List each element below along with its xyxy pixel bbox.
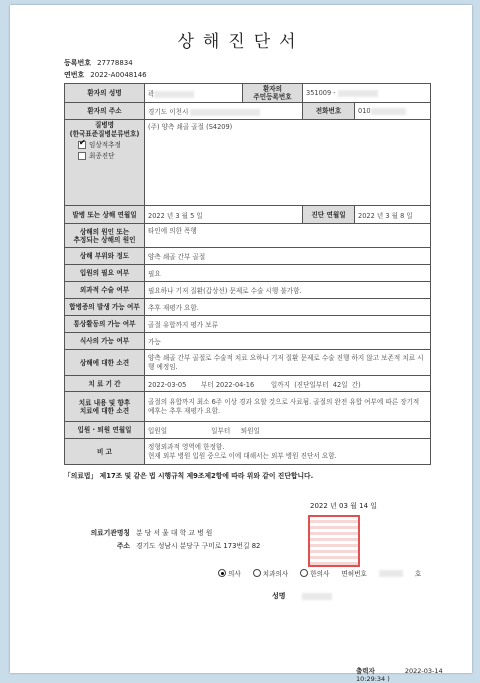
row-admission <box>65 422 431 439</box>
patient-name-label: 환자의 성명 <box>65 84 145 103</box>
activity-value: 골절 유합까지 평가 보류 <box>145 316 431 333</box>
row-treatment-period <box>65 376 431 392</box>
disease-label: 질병명 (한국표준질병분류번호) <box>69 121 140 138</box>
address-label: 환자의 주소 <box>65 103 145 120</box>
admission-value: 입원일 일부터 퇴원일 <box>145 422 431 439</box>
disease-value: (주) 양측 쇄골 골절 (S4209) <box>145 120 431 206</box>
row-injury-site <box>65 248 431 265</box>
hospitalization-value: 필요 <box>145 265 431 282</box>
serial-number: 연번호 2022-A0048146 <box>64 71 147 79</box>
checkbox-unchecked[interactable] <box>78 152 86 160</box>
row-complication <box>65 299 431 316</box>
radio-selected-icon <box>218 569 226 577</box>
treatment-content-label: 치료 내용 및 향후 치료에 대한 소견 <box>65 392 145 422</box>
hospitalization-label: 입원의 필요 여부 <box>65 265 145 282</box>
hospital-seal-stamp <box>308 515 360 567</box>
final-diagnosis-option[interactable]: 최종진단 <box>78 152 141 160</box>
cause-label: 상해의 원인 또는 추정되는 상해의 원인 <box>65 224 145 248</box>
onset-date-label: 발병 또는 상해 연월일 <box>65 206 145 224</box>
address-value: 경기도 이천시 <box>145 103 303 120</box>
patient-name-value: 곽 <box>145 84 243 103</box>
print-info: 출력자 2022-03-14 10:29:34 ) <box>356 667 443 683</box>
note-value: 정형외과적 영역에 한정함. 현재 외부 병원 입원 중으로 이에 대해서는 외부 병원 진단서 요함. <box>145 439 431 465</box>
note-label: 비 고 <box>65 439 145 465</box>
clinical-estimate-option[interactable]: ✔ 임상적추정 <box>79 138 121 149</box>
resident-number-value: 351009 - <box>303 84 431 103</box>
meal-label: 식사의 가능 여부 <box>65 333 145 350</box>
radio-empty-icon <box>253 569 261 577</box>
radio-doctor[interactable]: 의사 <box>218 568 241 578</box>
row-patient-name <box>65 84 431 103</box>
diagnosis-date-label: 진단 연월일 <box>303 206 355 224</box>
treatment-period-value: 2022-03-05 부터 2022-04-16 일까지 (진단일부터 42일 간) <box>145 376 431 392</box>
diagnosis-date-value: 2022 년 3 월 8 일 <box>355 206 431 224</box>
issue-date: 2022 년 03 월 14 일 <box>310 502 378 510</box>
row-address <box>65 103 431 120</box>
license-type-group <box>218 568 421 578</box>
license-number-label: 면허번호 <box>341 570 367 578</box>
surgery-label: 외과적 수술 여부 <box>65 282 145 299</box>
row-meal <box>65 333 431 350</box>
activity-label: 통상활동의 가능 여부 <box>65 316 145 333</box>
admission-label: 입원 · 퇴원 연월일 <box>65 422 145 439</box>
radio-dentist[interactable]: 치과의사 <box>253 568 288 578</box>
institution-address: 주소 경기도 성남시 분당구 구미로 173번길 82 <box>116 542 261 550</box>
diagnosis-form-table <box>64 83 431 465</box>
row-activity <box>65 316 431 333</box>
license-suffix: 호 <box>414 570 422 578</box>
document-title: 상해진단서 <box>177 32 305 52</box>
registration-number: 등록번호 27778834 <box>64 59 133 67</box>
injury-site-value: 양측 쇄골 간부 골절 <box>145 248 431 265</box>
row-disease <box>65 120 431 206</box>
disease-label-cell <box>65 120 145 206</box>
checkbox-checked[interactable] <box>78 138 86 149</box>
phone-label: 전화번호 <box>303 103 355 120</box>
resident-number-label: 환자의 주민등록번호 <box>243 84 303 103</box>
row-cause <box>65 224 431 248</box>
complication-label: 합병증의 발생 가능 여부 <box>65 299 145 316</box>
institution-name: 의료기관명칭 분 당 서 울 대 학 교 병 원 <box>90 529 213 537</box>
legal-statement: 「의료법」 제17조 및 같은 법 시행규칙 제9조제2항에 따라 위와 같이 진단합니다. <box>64 472 314 480</box>
signature-label: 성명 <box>272 591 332 601</box>
document-page <box>10 5 472 683</box>
row-treatment-content <box>65 392 431 422</box>
injury-site-label: 상해 부위와 정도 <box>65 248 145 265</box>
row-note <box>65 439 431 465</box>
cause-value: 타인에 의한 폭행 <box>145 224 431 248</box>
row-onset-date <box>65 206 431 224</box>
row-hospitalization <box>65 265 431 282</box>
radio-oriental[interactable]: 한의사 <box>300 568 329 578</box>
license-number-redacted <box>379 570 403 577</box>
opinion-value: 양측 쇄골 간부 골절로 수술적 치료 요하나 기저 질환 문제로 수술 진행 하지 않고 보존적 치료 시행 예정임. <box>145 350 431 376</box>
surgery-value: 필요하나 기저 질환(갑상선) 문제로 수술 시행 불가함. <box>145 282 431 299</box>
treatment-period-label: 치 료 기 간 <box>65 376 145 392</box>
onset-date-value: 2022 년 3 월 5 일 <box>145 206 303 224</box>
meal-value: 가능 <box>145 333 431 350</box>
complication-value: 추후 재평가 요함. <box>145 299 431 316</box>
row-opinion <box>65 350 431 376</box>
row-surgery <box>65 282 431 299</box>
treatment-content-value: 골절의 유합까지 최소 6주 이상 경과 요할 것으로 사료됨. 골절의 완전 유합 여부에 따른 장기적 예후는 추후 재평가 요함. <box>145 392 431 422</box>
check-icon: ✔ <box>79 138 86 148</box>
opinion-label: 상해에 대한 소견 <box>65 350 145 376</box>
phone-value: 010 <box>355 103 431 120</box>
radio-empty-icon <box>300 569 308 577</box>
